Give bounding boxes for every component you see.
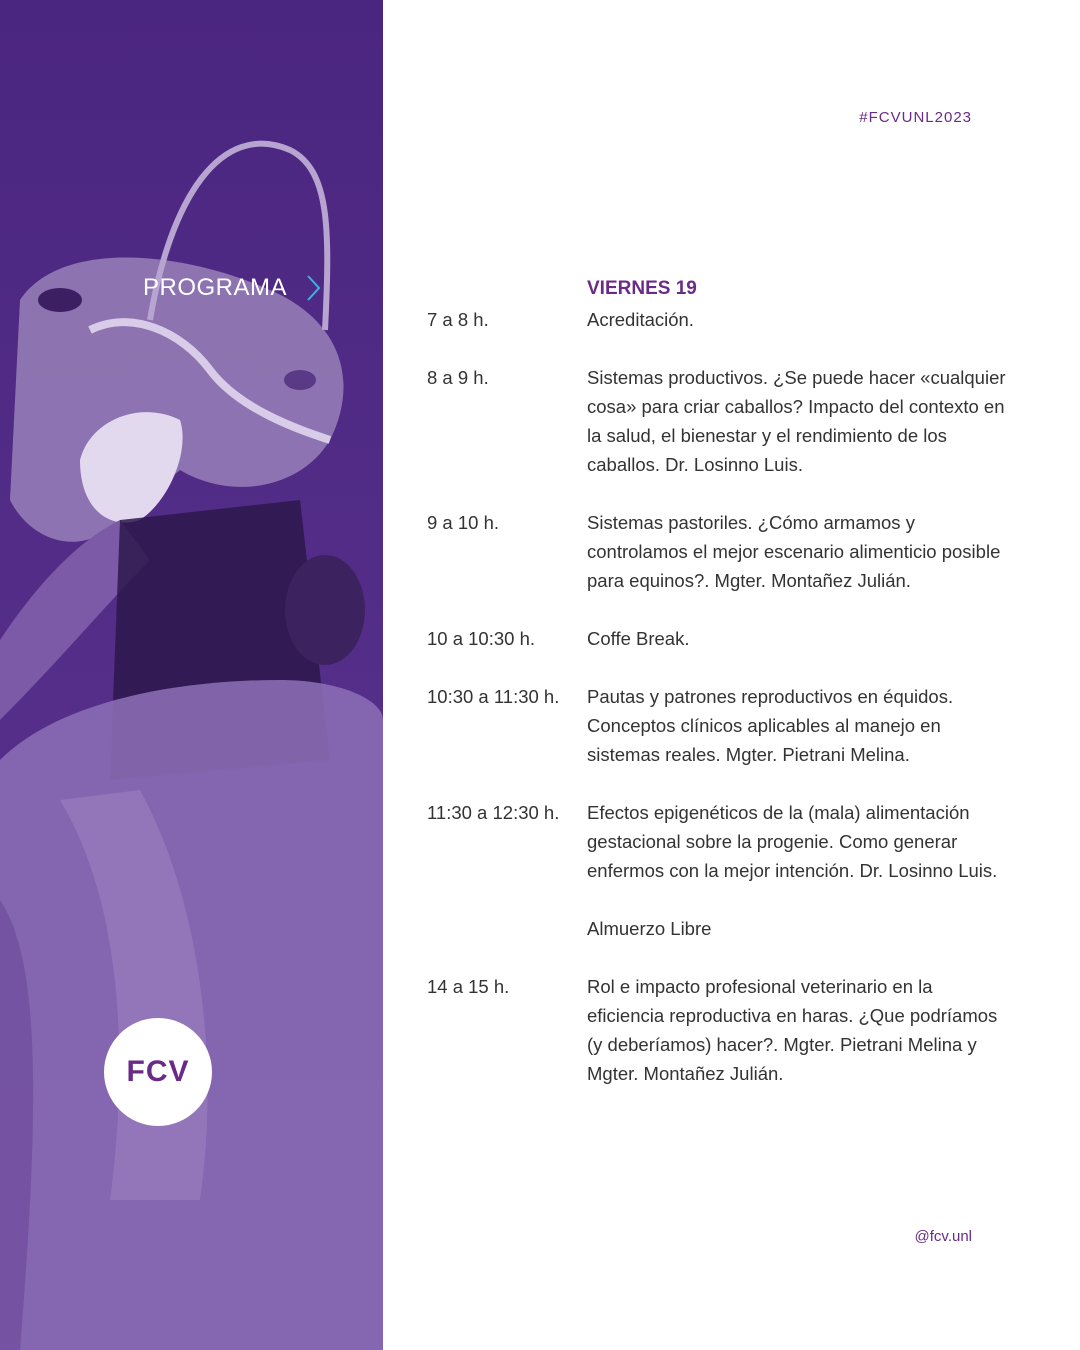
schedule-description: Acreditación.	[587, 309, 694, 330]
schedule-row	[427, 682, 1027, 769]
schedule-time: 10:30 a 11:30 h.	[427, 686, 560, 707]
day-title: VIERNES 19	[587, 278, 697, 299]
schedule-description: Sistemas productivos. ¿Se puede hacer «cualquier cosa» para criar caballos? Impacto del contexto en la salud, el bienestar y el rendimiento de los caballos. Dr. Losinno Luis.	[587, 367, 1006, 475]
schedule-description: Efectos epigenéticos de la (mala) alimentación gestacional sobre la progenie. Como generar enfermos con la mejor intención. Dr. Losinno Luis.	[587, 802, 998, 881]
fcv-logo	[104, 1018, 212, 1126]
schedule-description: Almuerzo Libre	[587, 918, 712, 939]
schedule-list	[427, 305, 1027, 1117]
schedule-time	[427, 914, 587, 943]
schedule-description: Coffe Break.	[587, 628, 690, 649]
schedule-row	[427, 305, 1027, 334]
social-handle: @fcv.unl	[914, 1228, 972, 1245]
schedule-row	[427, 972, 1027, 1088]
schedule-row	[427, 624, 1027, 653]
schedule-time: 7 a 8 h.	[427, 309, 489, 330]
schedule-row	[427, 798, 1027, 885]
schedule-description: Pautas y patrones reproductivos en équidos. Conceptos clínicos aplicables al manejo en sistemas reales. Mgter. Pietrani Melina.	[587, 686, 954, 765]
schedule-time: 10 a 10:30 h.	[427, 628, 536, 649]
program-heading	[143, 274, 321, 302]
schedule-time: 11:30 a 12:30 h.	[427, 802, 560, 823]
horse-dentistry-photo	[0, 0, 383, 1350]
schedule-row	[427, 508, 1027, 595]
schedule-time: 8 a 9 h.	[427, 367, 489, 388]
hashtag: #FCVUNL2023	[859, 109, 972, 126]
schedule-description: Rol e impacto profesional veterinario en la eficiencia reproductiva en haras. ¿Que podríamos (y deberíamos) hacer?. Mgter. Pietrani Melina y Mgter. Montañez Julián.	[587, 976, 998, 1084]
schedule-row	[427, 914, 1027, 943]
photo-panel	[0, 0, 383, 1350]
logo-text: FCV	[126, 1055, 190, 1088]
program-label-text: PROGRAMA	[143, 274, 288, 301]
schedule-time: 14 a 15 h.	[427, 976, 510, 997]
schedule-row	[427, 363, 1027, 479]
schedule-time: 9 a 10 h.	[427, 512, 500, 533]
chevron-right-icon	[305, 274, 321, 302]
schedule-description: Sistemas pastoriles. ¿Cómo armamos y controlamos el mejor escenario alimenticio posible para equinos?. Mgter. Montañez Julián.	[587, 512, 1001, 591]
